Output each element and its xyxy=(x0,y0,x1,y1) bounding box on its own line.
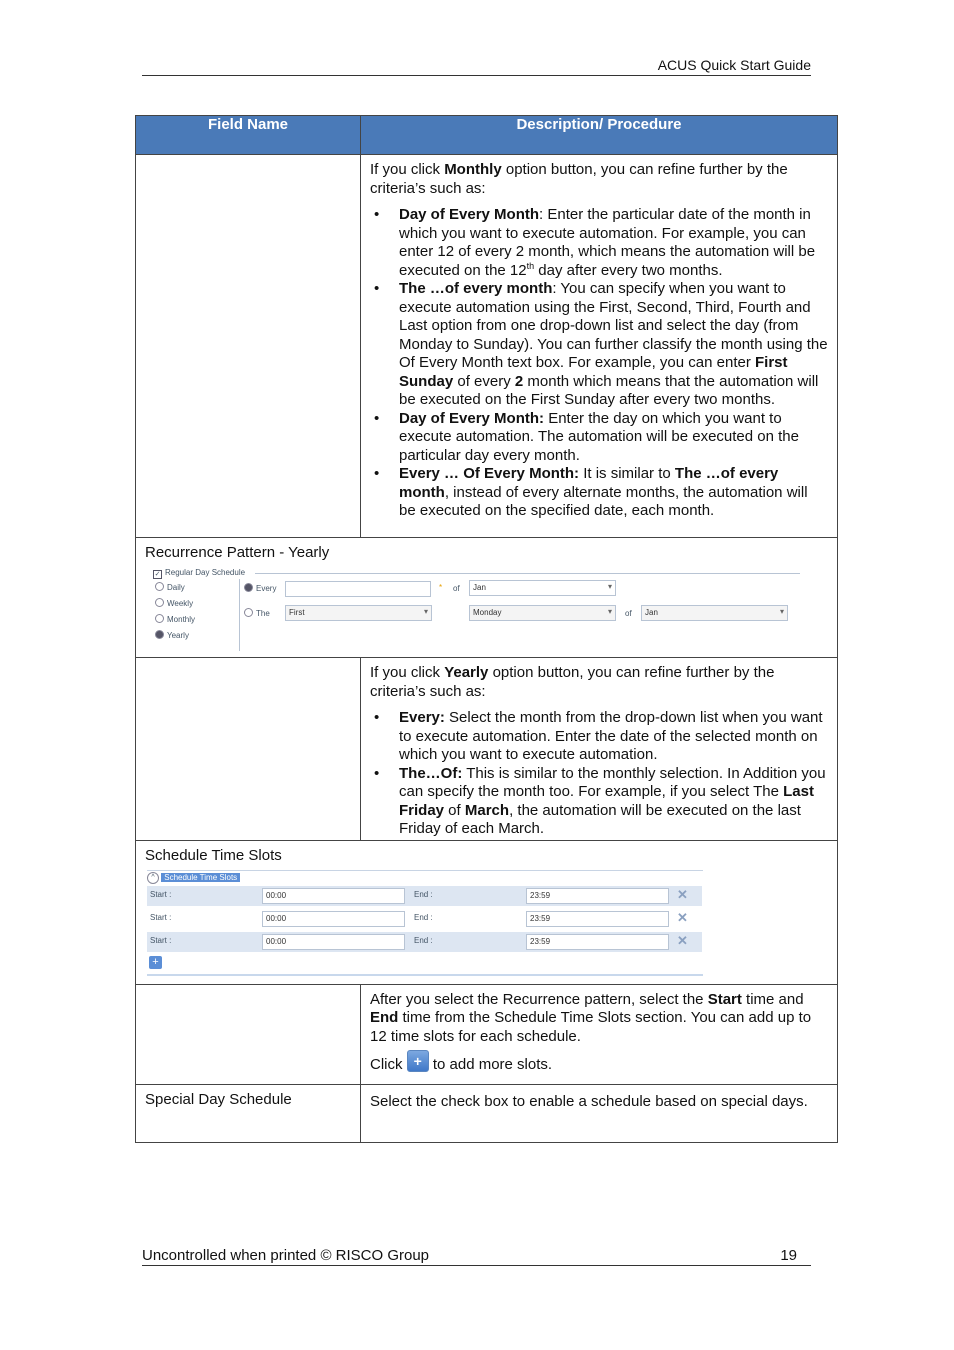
add-slot-button[interactable]: + xyxy=(149,956,162,969)
yearly-options-list xyxy=(370,709,828,839)
end-time-input[interactable]: 23:59 xyxy=(526,888,669,904)
end-time-input[interactable]: 23:59 xyxy=(526,934,669,950)
weekday-select[interactable]: Monday ▾ xyxy=(469,605,616,621)
end-time-input[interactable]: 23:59 xyxy=(526,911,669,927)
the-month-select[interactable]: Jan ▾ xyxy=(641,605,788,621)
start-time-input[interactable]: 00:00 xyxy=(262,911,405,927)
add-slots-hint: Click + to add more slots. xyxy=(370,1050,828,1075)
start-time-input[interactable]: 00:00 xyxy=(262,888,405,904)
list-item: • Day of Every Month: Enter the particular date of the month in which you want to execute automation. For example, you can enter 12 of every 2 month, which means the automation will be executed on the 12th day after every two months. xyxy=(370,206,828,280)
divider xyxy=(147,974,703,976)
divider xyxy=(255,573,800,574)
page-number: 19 xyxy=(780,1247,797,1264)
list-item: • The…Of: This is similar to the monthly selection. In Addition you can specify the month too. For example, if you select The Last Friday of March, the automation will be executed on the last Friday of each March. xyxy=(370,765,828,839)
time-slot-row: Start : 00:00 End : 23:59 ✕ xyxy=(147,932,702,952)
monthly-options-list xyxy=(370,206,828,521)
field-cell-empty xyxy=(136,658,361,841)
yearly-pattern-cell xyxy=(136,538,838,658)
remove-slot-icon[interactable]: ✕ xyxy=(677,909,688,925)
radio-yearly[interactable]: Yearly xyxy=(155,630,189,640)
header-title: ACUS Quick Start Guide xyxy=(657,57,811,73)
monthly-intro: If you click Monthly option button, you can refine further by the criteria’s such as: xyxy=(370,161,788,197)
time-slots-description xyxy=(361,984,838,1084)
time-slots-label: Schedule Time Slots xyxy=(145,846,282,864)
collapse-icon[interactable]: ^ xyxy=(147,872,159,884)
radio-weekly[interactable]: Weekly xyxy=(155,598,193,608)
table-row xyxy=(136,155,838,538)
start-time-input[interactable]: 00:00 xyxy=(262,934,405,950)
table-row xyxy=(136,1084,838,1142)
of-label: of xyxy=(625,609,632,618)
col-field-name: Field Name xyxy=(136,116,361,155)
field-table xyxy=(135,115,838,1143)
divider xyxy=(239,579,240,651)
regular-day-schedule-legend[interactable]: ✓ Regular Day Schedule xyxy=(154,568,246,578)
table-row xyxy=(136,840,838,984)
time-slot-row: Start : 00:00 End : 23:59 ✕ xyxy=(147,886,702,906)
remove-slot-icon[interactable]: ✕ xyxy=(677,932,688,948)
every-month-select[interactable]: Jan ▾ xyxy=(469,580,616,596)
time-slot-row: Start : 00:00 End : 23:59 ✕ xyxy=(147,909,702,929)
divider xyxy=(147,870,703,871)
ordinal-select[interactable]: First ▾ xyxy=(285,605,432,621)
table-row xyxy=(136,984,838,1084)
check-icon: ✓ xyxy=(154,571,161,578)
table-row xyxy=(136,658,838,841)
yearly-description xyxy=(361,658,838,841)
table-row xyxy=(136,538,838,658)
field-cell-empty xyxy=(136,984,361,1084)
monthly-description xyxy=(361,155,838,538)
radio-every[interactable]: Every xyxy=(244,583,276,593)
page-header xyxy=(142,57,811,76)
special-day-field: Special Day Schedule xyxy=(136,1084,361,1142)
time-slots-text: After you select the Recurrence pattern, select the Start time and End time from the Schedule Time Slots section. You can add up to 12 time slots for each schedule. xyxy=(370,990,812,1045)
list-item: • Every … Of Every Month: It is similar to The …of every month, instead of every alternate months, the automation will be executed on the specified date, each month. xyxy=(370,465,828,521)
yearly-pattern-screenshot xyxy=(147,567,836,655)
table-header-row xyxy=(136,116,838,155)
list-item: • The …of every month: You can specify when you want to execute automation using the First, Second, Third, Fourth and Last option from one drop-down list and select the day (from Monday to Sunday). You can further classify the month using the Of Every Month text box. For example, you can enter First Sunday of every 2 month which means that the automation will be executed on the First Sunday after every two months. xyxy=(370,280,828,410)
every-day-input[interactable] xyxy=(285,581,431,597)
special-day-description: Select the check box to enable a schedule based on special days. xyxy=(361,1084,838,1142)
footer-copyright: Uncontrolled when printed © RISCO Group xyxy=(142,1247,430,1264)
time-slots-panel-header: ^ Schedule Time Slots xyxy=(147,872,703,884)
required-mark: * xyxy=(439,583,443,592)
time-slots-screenshot xyxy=(147,870,836,976)
time-slots-cell xyxy=(136,840,838,984)
yearly-pattern-label: Recurrence Pattern - Yearly xyxy=(145,544,330,561)
page-footer xyxy=(142,1247,811,1266)
yearly-intro: If you click Yearly option button, you can refine further by the criteria’s such as: xyxy=(370,664,775,700)
radio-monthly[interactable]: Monthly xyxy=(155,614,195,624)
list-item: • Every: Select the month from the drop-down list when you want to execute automation. Enter the date of the selected month on which you want to execute automation. xyxy=(370,709,828,765)
list-item: • Day of Every Month: Enter the day on which you want to execute automation. The automation will be executed on the particular day every month. xyxy=(370,410,828,466)
field-cell-empty xyxy=(136,155,361,538)
of-label: of xyxy=(453,584,460,593)
radio-daily[interactable]: Daily xyxy=(155,582,185,592)
col-description: Description/ Procedure xyxy=(361,116,838,155)
add-slot-button[interactable]: + xyxy=(407,1050,429,1072)
radio-the[interactable]: The xyxy=(244,608,270,618)
remove-slot-icon[interactable]: ✕ xyxy=(677,886,688,902)
